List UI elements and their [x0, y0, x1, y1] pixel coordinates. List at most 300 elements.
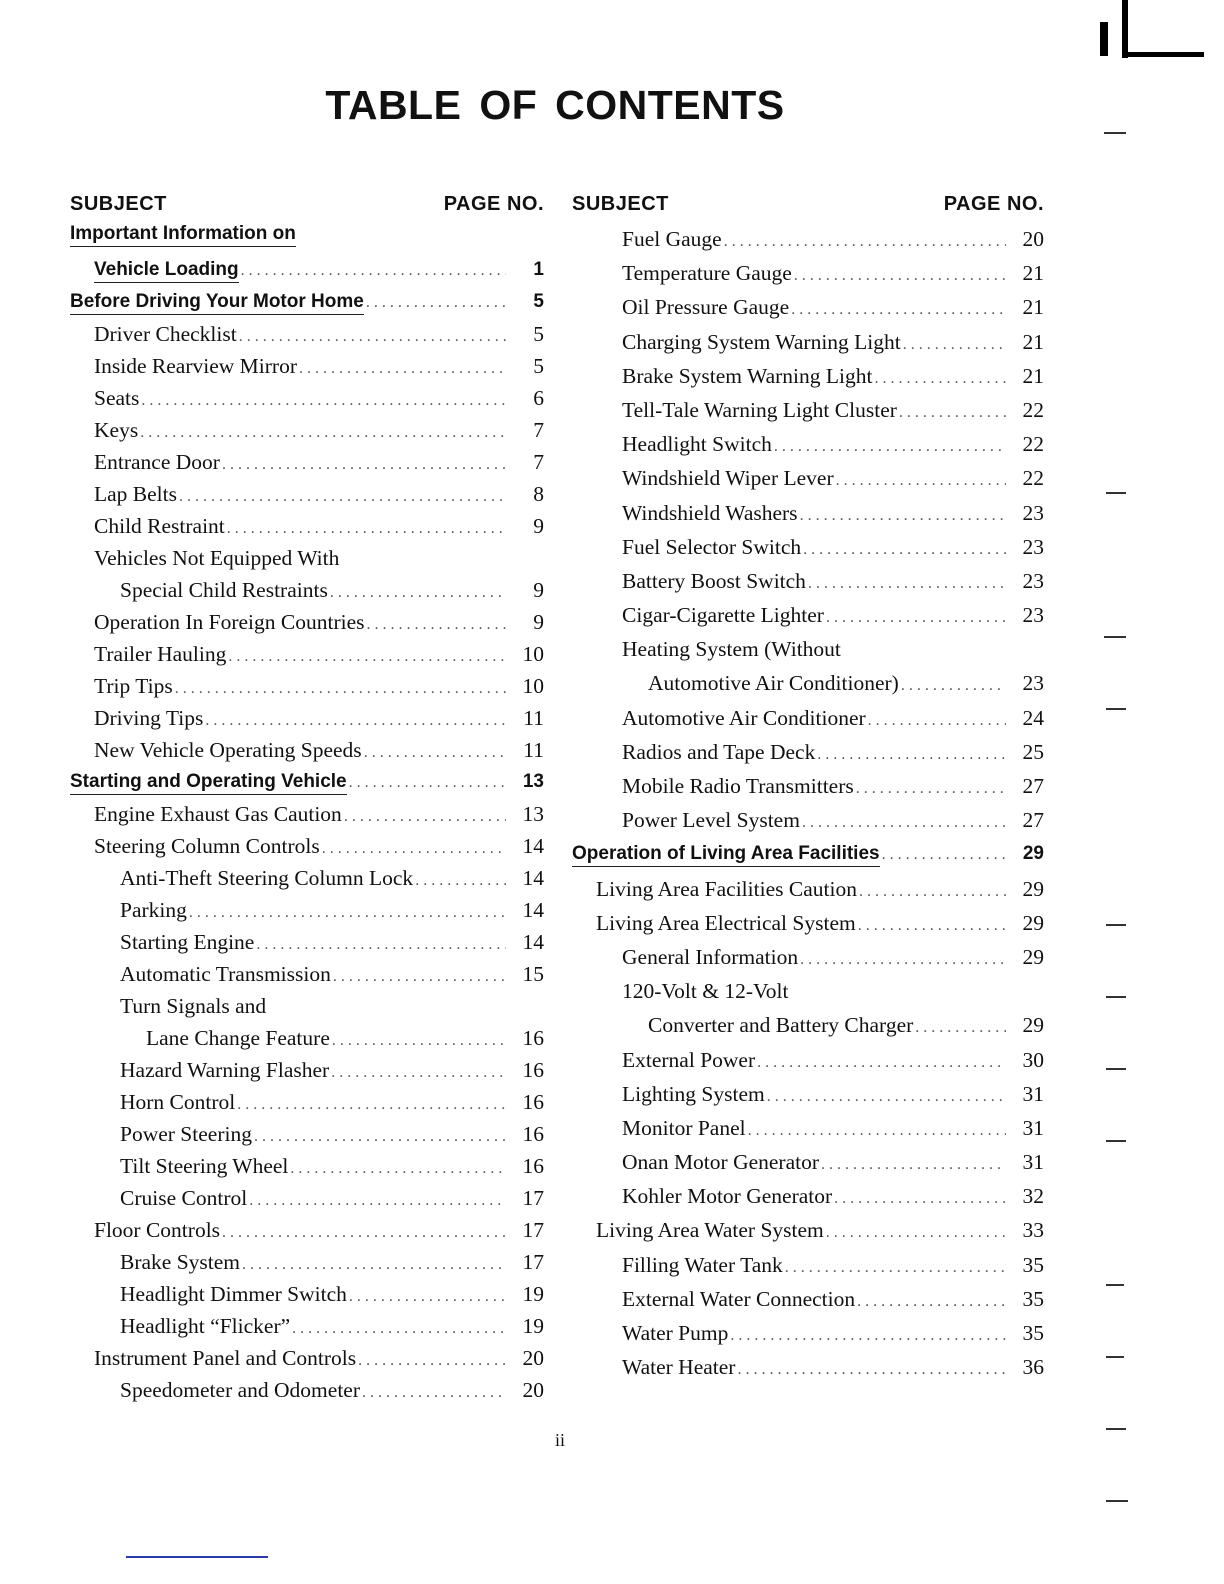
dot-leader — [792, 259, 1006, 293]
toc-entry-title: Instrument Panel and Controls — [94, 1346, 357, 1370]
toc-entry — [70, 638, 544, 670]
dot-leader — [728, 1319, 1006, 1353]
toc-entry-page: 29 — [1022, 1013, 1044, 1038]
toc-entry-page: 24 — [1022, 705, 1044, 730]
toc-entry-page: 21 — [1022, 295, 1044, 320]
toc-entry-title: New Vehicle Operating Speeds — [94, 738, 362, 762]
toc-entry — [572, 872, 1044, 906]
dot-leader — [362, 737, 506, 769]
index-tab-mark — [1122, 52, 1204, 57]
toc-entry — [70, 734, 544, 766]
dot-leader — [798, 943, 1006, 977]
toc-entry — [70, 670, 544, 702]
margin-tick — [1104, 636, 1126, 638]
toc-entry-page: 1 — [533, 259, 544, 280]
dot-leader — [722, 225, 1006, 259]
toc-entry-title: Temperature Gauge — [622, 261, 792, 286]
page-title: TABLE OF CONTENTS — [325, 82, 785, 128]
margin-tick — [1104, 132, 1126, 134]
toc-entry — [572, 359, 1044, 393]
toc-entry-page: 9 — [533, 610, 544, 634]
dot-leader — [329, 1057, 506, 1089]
toc-entry-title: Filling Water Tank — [622, 1252, 783, 1277]
toc-entry-title: Before Driving Your Motor Home — [70, 290, 364, 315]
toc-entry-title: Lane Change Feature — [146, 1026, 330, 1050]
toc-entry — [70, 446, 544, 478]
dot-leader — [342, 801, 506, 833]
toc-entry-page: 7 — [533, 450, 544, 474]
toc-entry — [70, 1150, 544, 1182]
toc-entry-title: General Information — [622, 944, 799, 969]
toc-entry-title: Living Area Facilities Caution — [596, 876, 857, 901]
toc-entry-title: Tell-Tale Warning Light Cluster — [622, 397, 897, 422]
toc-entry-title: Automatic Transmission — [120, 962, 331, 986]
toc-entry-title: Tilt Steering Wheel — [120, 1154, 289, 1178]
toc-entry — [572, 1111, 1044, 1145]
toc-entry-title: Brake System — [120, 1250, 241, 1274]
dot-leader — [857, 875, 1006, 909]
dot-leader — [832, 1182, 1006, 1216]
toc-entry — [572, 701, 1044, 735]
toc-entry — [70, 1278, 544, 1310]
index-tab-mark — [1122, 0, 1128, 58]
toc-entry — [70, 990, 544, 1022]
dot-leader — [772, 430, 1006, 464]
toc-entry-title: Child Restraint — [94, 514, 225, 538]
dot-leader — [413, 865, 506, 897]
dot-leader — [356, 1345, 506, 1377]
toc-entry-title: Automotive Air Conditioner — [622, 705, 866, 730]
toc-entry — [572, 837, 1044, 871]
toc-entry — [70, 894, 544, 926]
toc-entry — [572, 1213, 1044, 1247]
toc-entry-page: 14 — [522, 834, 544, 858]
toc-entry-title: Driving Tips — [94, 706, 204, 730]
toc-entry-title: Mobile Radio Transmitters — [622, 774, 854, 798]
toc-entry-title: Trip Tips — [94, 674, 173, 698]
margin-tick — [1106, 1356, 1124, 1358]
toc-entry-title: Operation of Living Area Facilities — [572, 842, 880, 867]
toc-entry-page: 5 — [533, 291, 544, 312]
toc-entry-title: Parking — [120, 898, 187, 922]
toc-entry-page: 23 — [1022, 500, 1044, 525]
margin-tick — [1106, 924, 1126, 926]
toc-entry — [572, 530, 1044, 564]
toc-entry — [572, 598, 1044, 632]
toc-entry-page: 16 — [522, 1026, 544, 1050]
toc-entry-title: Floor Controls — [94, 1218, 221, 1242]
dot-leader — [824, 601, 1006, 635]
toc-entry-page: 10 — [522, 674, 544, 698]
toc-entry — [572, 906, 1044, 940]
toc-entry — [70, 862, 544, 894]
dot-leader — [139, 385, 506, 417]
dot-leader — [347, 767, 506, 799]
toc-entry-title: Engine Exhaust Gas Caution — [94, 802, 342, 826]
toc-entry — [70, 798, 544, 830]
dot-leader — [220, 449, 506, 481]
toc-entry — [572, 666, 1044, 700]
toc-entry-page: 16 — [522, 1154, 544, 1178]
toc-entry-page: 13 — [522, 771, 544, 792]
toc-entry-title: 120-Volt & 12-Volt — [622, 979, 789, 1004]
dot-leader — [819, 1148, 1006, 1182]
toc-entry-page: 19 — [522, 1314, 544, 1338]
toc-entry — [70, 830, 544, 862]
toc-entry-page: 20 — [522, 1346, 544, 1370]
toc-entry-title: Vehicles Not Equipped With — [94, 546, 340, 570]
toc-entry — [572, 1179, 1044, 1213]
dot-leader — [347, 1281, 506, 1313]
dot-leader — [880, 838, 1006, 872]
toc-entry — [572, 325, 1044, 359]
toc-entry — [70, 254, 544, 286]
dot-leader — [913, 1011, 1006, 1045]
margin-tick — [1106, 996, 1126, 998]
toc-entry-title: Water Pump — [622, 1321, 729, 1345]
toc-entry — [70, 286, 544, 318]
toc-entry — [70, 1342, 544, 1374]
dot-leader — [901, 328, 1006, 362]
toc-entry-page: 13 — [522, 802, 544, 826]
toc-entry-page: 8 — [533, 482, 544, 506]
column-header — [572, 186, 1044, 222]
dot-leader — [854, 772, 1006, 806]
toc-entry-page: 33 — [1022, 1218, 1044, 1243]
toc-entry-title: Seats — [94, 386, 140, 410]
toc-entry-page: 9 — [533, 578, 544, 602]
toc-entry — [572, 1248, 1044, 1282]
toc-entry — [572, 803, 1044, 837]
toc-entry-page: 17 — [522, 1186, 544, 1210]
toc-entry — [572, 427, 1044, 461]
dot-leader — [173, 673, 506, 705]
toc-entry-title: Windshield Washers — [622, 500, 798, 525]
toc-entry-title: Speedometer and Odometer — [120, 1378, 360, 1402]
dot-leader — [297, 353, 506, 385]
toc-entry-page: 23 — [1022, 568, 1044, 593]
toc-entry-page: 14 — [522, 898, 544, 922]
dot-leader — [177, 481, 506, 513]
margin-tick — [1106, 1500, 1128, 1502]
toc-entry-title: Operation In Foreign Countries — [94, 610, 365, 634]
toc-entry — [70, 926, 544, 958]
footer-rule — [126, 1556, 268, 1558]
toc-entry — [572, 256, 1044, 290]
margin-tick — [1106, 1068, 1126, 1070]
toc-entry-page: 5 — [533, 322, 544, 346]
dot-leader — [290, 1313, 506, 1345]
toc-entry-page: 35 — [1022, 1252, 1044, 1277]
subject-header: SUBJECT — [70, 193, 167, 215]
toc-entry-page: 29 — [1022, 910, 1044, 935]
toc-entry-page: 23 — [1022, 671, 1044, 696]
dot-leader — [288, 1153, 506, 1185]
toc-entry — [70, 1374, 544, 1406]
toc-entry — [70, 1022, 544, 1054]
dot-leader — [765, 1080, 1006, 1114]
toc-entry-title: Automotive Air Conditioner) — [648, 671, 899, 696]
toc-entry-page: 31 — [1022, 1081, 1044, 1106]
index-tab-mark — [1100, 22, 1108, 56]
toc-entry-title: Keys — [94, 418, 139, 442]
toc-entry-title: Living Area Electrical System — [596, 910, 856, 935]
toc-entry-title: Converter and Battery Charger — [648, 1013, 914, 1038]
toc-entry — [70, 1246, 544, 1278]
toc-entry-title: Anti-Theft Steering Column Lock — [120, 866, 414, 890]
toc-entry — [572, 974, 1044, 1008]
dot-leader — [138, 417, 506, 449]
dot-leader — [320, 833, 506, 865]
toc-entry — [572, 940, 1044, 974]
toc-column-left — [70, 186, 544, 1406]
dot-leader — [225, 513, 506, 545]
toc-entry — [70, 222, 544, 254]
toc-entry — [70, 1182, 544, 1214]
dot-leader — [783, 1251, 1006, 1285]
dot-leader — [252, 1121, 506, 1153]
toc-entry-page: 23 — [1022, 603, 1044, 628]
toc-entry-title: Oil Pressure Gauge — [622, 295, 790, 320]
toc-entry — [70, 1310, 544, 1342]
toc-entry-title: Fuel Selector Switch — [622, 534, 802, 559]
toc-entry — [70, 1118, 544, 1150]
dot-leader — [226, 641, 506, 673]
toc-entry — [572, 1008, 1044, 1042]
toc-entry — [572, 393, 1044, 427]
toc-entry — [70, 350, 544, 382]
toc-entry — [70, 766, 544, 798]
dot-leader — [746, 1114, 1006, 1148]
margin-tick — [1106, 1140, 1126, 1142]
toc-entry-page: 31 — [1022, 1115, 1044, 1140]
toc-entry — [70, 606, 544, 638]
toc-entry — [70, 542, 544, 574]
toc-entry-page: 36 — [1022, 1355, 1044, 1380]
dot-leader — [237, 321, 506, 353]
dot-leader — [187, 897, 506, 929]
toc-entry — [572, 1145, 1044, 1179]
toc-entry-title: Horn Control — [120, 1090, 236, 1114]
toc-entry-title: Power Steering — [120, 1122, 252, 1146]
toc-entry — [70, 414, 544, 446]
toc-entry-title: Living Area Water System — [596, 1218, 824, 1243]
toc-entry-page: 19 — [522, 1282, 544, 1306]
toc-entry-title: Lighting System — [622, 1081, 765, 1106]
dot-leader — [220, 1217, 506, 1249]
toc-entry-page: 22 — [1022, 432, 1044, 457]
toc-entry-title: Headlight Switch — [622, 432, 772, 457]
toc-entry — [572, 632, 1044, 666]
toc-entry-title: Inside Rearview Mirror — [94, 354, 297, 378]
toc-entry-page: 29 — [1022, 843, 1044, 865]
column-header — [70, 186, 544, 222]
toc-column-right — [572, 186, 1044, 1384]
dot-leader — [364, 287, 506, 319]
toc-entry — [70, 1086, 544, 1118]
page-no-header: PAGE NO. — [943, 193, 1044, 215]
toc-entry-page: 27 — [1022, 808, 1044, 833]
toc-entry-title: Starting and Operating Vehicle — [70, 770, 347, 795]
toc-entry-title: Vehicle Loading — [94, 258, 239, 283]
dot-leader — [330, 1025, 506, 1057]
toc-list-right — [572, 222, 1044, 1384]
dot-leader — [203, 705, 506, 737]
dot-leader — [254, 929, 506, 961]
dot-leader — [899, 669, 1006, 703]
toc-entry — [70, 382, 544, 414]
toc-entry-page: 35 — [1022, 1286, 1044, 1311]
dot-leader — [239, 255, 506, 287]
dot-leader — [365, 609, 507, 641]
dot-leader — [798, 499, 1006, 533]
dot-leader — [897, 396, 1006, 430]
toc-entry-page: 25 — [1022, 739, 1044, 764]
subject-header: SUBJECT — [572, 193, 669, 215]
toc-entry-title: Water Heater — [622, 1355, 736, 1380]
toc-entry — [572, 735, 1044, 769]
toc-entry — [572, 290, 1044, 324]
toc-entry — [572, 496, 1044, 530]
toc-entry-page: 17 — [522, 1250, 544, 1274]
toc-entry-title: Fuel Gauge — [622, 227, 722, 251]
margin-tick — [1106, 1428, 1126, 1430]
dot-leader — [240, 1249, 506, 1281]
dot-leader — [735, 1353, 1006, 1387]
toc-entry-page: 21 — [1022, 261, 1044, 286]
toc-entry-page: 9 — [533, 514, 544, 538]
dot-leader — [235, 1089, 506, 1121]
dot-leader — [866, 704, 1006, 738]
page-no-header: PAGE NO. — [443, 193, 544, 215]
toc-entry — [70, 702, 544, 734]
dot-leader — [801, 533, 1006, 567]
toc-entry — [70, 478, 544, 510]
toc-entry-page: 21 — [1022, 329, 1044, 354]
toc-entry-title: Turn Signals and — [120, 994, 267, 1018]
toc-entry — [572, 1350, 1044, 1384]
toc-entry-title: Trailer Hauling — [94, 642, 227, 666]
toc-entry-title: Brake System Warning Light — [622, 363, 873, 388]
toc-entry-page: 20 — [522, 1378, 544, 1402]
toc-entry — [70, 958, 544, 990]
toc-entry-title: Entrance Door — [94, 450, 220, 474]
toc-entry-page: 15 — [522, 962, 544, 986]
dot-leader — [834, 464, 1006, 498]
dot-leader — [806, 567, 1006, 601]
toc-entry — [572, 222, 1044, 256]
dot-leader — [815, 738, 1006, 772]
toc-entry — [572, 564, 1044, 598]
toc-entry-page: 5 — [533, 354, 544, 378]
toc-entry-title: Headlight Dimmer Switch — [120, 1282, 347, 1306]
toc-entry-title: Power Level System — [622, 808, 800, 833]
toc-entry-title: Steering Column Controls — [94, 834, 320, 858]
toc-entry-page: 16 — [522, 1122, 544, 1146]
toc-entry-page: 6 — [533, 386, 544, 410]
toc-entry-title: Lap Belts — [94, 482, 177, 506]
toc-entry-page: 21 — [1022, 363, 1044, 388]
toc-entry-page: 30 — [1022, 1047, 1044, 1072]
dot-leader — [247, 1185, 506, 1217]
dot-leader — [331, 961, 506, 993]
toc-entry — [70, 1054, 544, 1086]
toc-entry-title: Headlight “Flicker” — [120, 1314, 291, 1338]
toc-entry-page: 16 — [522, 1058, 544, 1082]
dot-leader — [824, 1216, 1006, 1250]
toc-entry — [70, 510, 544, 542]
page-number: ii — [554, 1430, 565, 1450]
toc-entry-title: Heating System (Without — [622, 637, 841, 662]
toc-entry — [70, 1214, 544, 1246]
dot-leader — [800, 806, 1006, 840]
toc-entry-title: Onan Motor Generator — [622, 1150, 820, 1175]
toc-entry-page: 32 — [1022, 1184, 1044, 1209]
toc-entry-title: External Power — [622, 1047, 756, 1072]
dot-leader — [872, 362, 1006, 396]
toc-entry-page: 29 — [1022, 876, 1044, 901]
toc-entry-title: Monitor Panel — [622, 1115, 746, 1140]
dot-leader — [789, 293, 1006, 327]
toc-entry-page: 23 — [1022, 534, 1044, 559]
toc-entry-page: 35 — [1022, 1321, 1044, 1345]
toc-entry-page: 31 — [1022, 1150, 1044, 1175]
toc-entry-page: 27 — [1022, 774, 1044, 798]
margin-tick — [1106, 708, 1126, 710]
toc-entry-title: Radios and Tape Deck — [622, 739, 816, 764]
toc-entry-title: Special Child Restraints — [120, 578, 328, 602]
toc-entry — [70, 574, 544, 606]
toc-entry-title: Hazard Warning Flasher — [120, 1058, 330, 1082]
toc-entry-page: 22 — [1022, 397, 1044, 422]
toc-entry — [70, 318, 544, 350]
toc-entry — [572, 1282, 1044, 1316]
margin-tick — [1106, 1284, 1124, 1286]
toc-list-left — [70, 222, 544, 1406]
toc-entry-title: Cigar-Cigarette Lighter — [622, 603, 824, 628]
margin-tick — [1106, 492, 1126, 494]
toc-entry — [572, 461, 1044, 495]
toc-entry — [572, 1077, 1044, 1111]
toc-entry — [572, 769, 1044, 803]
dot-leader — [328, 577, 506, 609]
toc-entry — [572, 1316, 1044, 1350]
toc-entry-page: 17 — [522, 1218, 544, 1242]
dot-leader — [360, 1377, 506, 1409]
dot-leader — [755, 1046, 1006, 1080]
toc-entry — [572, 1043, 1044, 1077]
toc-entry-page: 7 — [533, 418, 544, 442]
toc-entry-title: Charging System Warning Light — [622, 329, 901, 354]
binding-margin — [1094, 0, 1224, 1584]
toc-entry-title: External Water Connection — [622, 1286, 856, 1311]
toc-entry-page: 20 — [1022, 227, 1044, 251]
toc-entry-title: Windshield Wiper Lever — [622, 466, 834, 491]
toc-entry-title: Important Information on — [70, 222, 296, 247]
toc-entry-page: 11 — [523, 706, 544, 730]
toc-entry-page: 14 — [522, 930, 544, 954]
dot-leader — [856, 909, 1006, 943]
toc-entry-page: 16 — [522, 1090, 544, 1114]
toc-entry-title: Starting Engine — [120, 930, 255, 954]
toc-entry-page: 10 — [522, 642, 544, 666]
dot-leader — [855, 1285, 1006, 1319]
toc-entry-title: Kohler Motor Generator — [622, 1184, 833, 1209]
toc-entry-page: 22 — [1022, 466, 1044, 491]
toc-entry-page: 29 — [1022, 944, 1044, 969]
toc-entry-page: 14 — [522, 866, 544, 890]
toc-entry-title: Battery Boost Switch — [622, 568, 806, 593]
